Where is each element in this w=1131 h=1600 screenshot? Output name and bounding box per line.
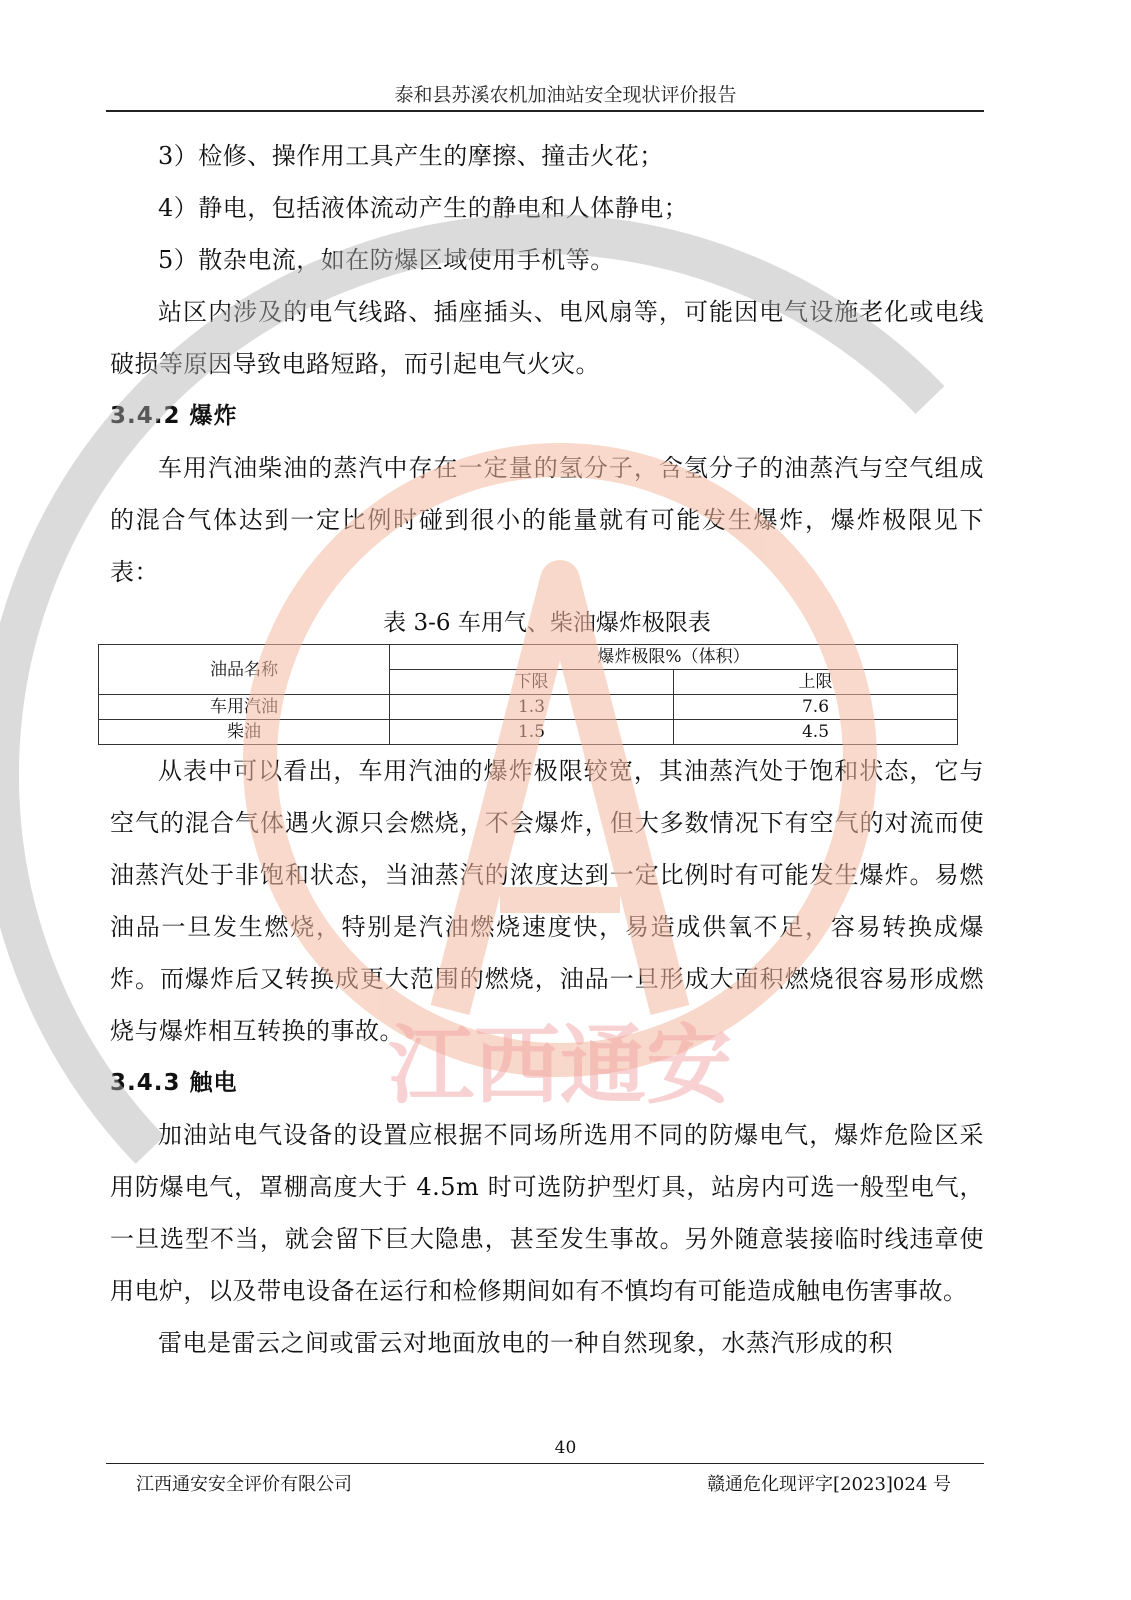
table-cell: 4.5 bbox=[674, 720, 958, 745]
table-cell: 1.3 bbox=[390, 695, 674, 720]
svg-text:江西通安: 江西通安 bbox=[388, 1016, 732, 1116]
table-header-lower: 下限 bbox=[390, 670, 674, 695]
table-cell: 7.6 bbox=[674, 695, 958, 720]
explosion-limit-table bbox=[98, 644, 958, 745]
table-header-upper: 上限 bbox=[674, 670, 958, 695]
table-row bbox=[99, 720, 958, 745]
footer-rule bbox=[106, 1463, 984, 1464]
table-header-name: 油品名称 bbox=[99, 645, 390, 695]
page-body bbox=[110, 130, 984, 1369]
paragraph: 加油站电气设备的设置应根据不同场所选用不同的防爆电气，爆炸危险区采用防爆电气，罩棚高度大于 4.5m 时可选防护型灯具，站房内可选一般型电气，一旦选型不当，就会留下巨大隐患，甚至发生事故。另外随意装接临时线违章使用电炉，以及带电设备在运行和检修期间如有不慎均有可能造成触电伤害事故。 bbox=[110, 1121, 984, 1305]
table-row bbox=[99, 695, 958, 720]
paragraph: 3）检修、操作用工具产生的摩擦、撞击火花； bbox=[158, 142, 664, 170]
footer-doc-code: 赣通危化现评字[2023]024 号 bbox=[707, 1474, 951, 1495]
paragraph: 从表中可以看出，车用汽油的爆炸极限较宽，其油蒸汽处于饱和状态，它与空气的混合气体遇火源只会燃烧，不会爆炸，但大多数情况下有空气的对流而使油蒸汽处于非饱和状态，当油蒸汽的浓度达到一定比例时有可能发生爆炸。易燃油品一旦发生燃烧，特别是汽油燃烧速度快，易造成供氧不足，容易转换成爆炸。而爆炸后又转换成更大范围的燃烧，油品一旦形成大面积燃烧很容易形成燃烧与爆炸相互转换的事故。 bbox=[110, 757, 984, 1045]
page-number: 40 bbox=[554, 1438, 577, 1458]
paragraph: 车用汽油柴油的蒸汽中存在一定量的氢分子，含氢分子的油蒸汽与空气组成的混合气体达到一定比例时碰到很小的能量就有可能发生爆炸，爆炸极限见下表： bbox=[110, 454, 984, 586]
paragraph: 4）静电，包括液体流动产生的静电和人体静电； bbox=[158, 194, 689, 222]
footer-company: 江西通安安全评价有限公司 bbox=[136, 1474, 352, 1495]
section-heading-explosion: 3.4.2 爆炸 bbox=[110, 403, 238, 429]
section-heading-electric-shock: 3.4.3 触电 bbox=[110, 1070, 238, 1096]
header-rule bbox=[106, 110, 984, 112]
table-header-group: 爆炸极限%（体积） bbox=[390, 645, 958, 670]
table-cell: 车用汽油 bbox=[99, 695, 390, 720]
table-caption: 表 3-6 车用气、柴油爆炸极限表 bbox=[383, 610, 711, 636]
running-header: 泰和县苏溪农机加油站安全现状评价报告 bbox=[394, 84, 737, 106]
paragraph: 雷电是雷云之间或雷云对地面放电的一种自然现象，水蒸汽形成的积 bbox=[158, 1329, 893, 1357]
table-cell: 1.5 bbox=[390, 720, 674, 745]
table-cell: 柴油 bbox=[99, 720, 390, 745]
paragraph: 5）散杂电流，如在防爆区域使用手机等。 bbox=[158, 246, 615, 274]
paragraph: 站区内涉及的电气线路、插座插头、电风扇等，可能因电气设施老化或电线破损等原因导致电路短路，而引起电气火灾。 bbox=[110, 298, 984, 378]
